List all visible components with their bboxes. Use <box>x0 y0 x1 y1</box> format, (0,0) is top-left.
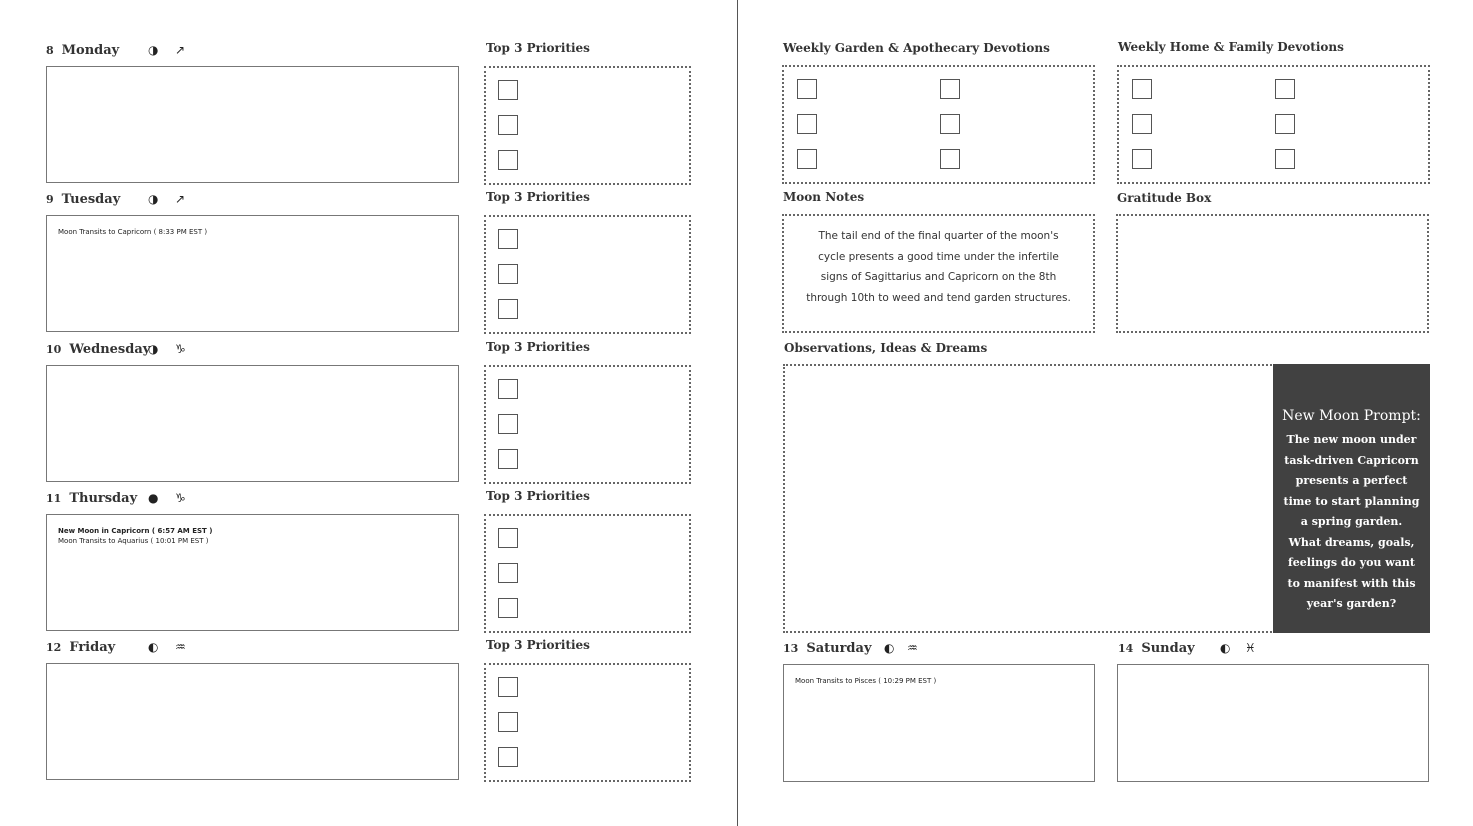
day-box-thursday[interactable] <box>46 514 459 631</box>
transit-note: Moon Transits to Capricorn ( 8:33 PM EST ) <box>58 228 208 236</box>
priority-checkbox[interactable] <box>498 449 518 469</box>
day-box-saturday[interactable] <box>783 664 1095 782</box>
day-number: 8 <box>46 43 54 57</box>
moon-phase-icon: ◑ <box>148 43 159 57</box>
day-name: Monday <box>61 42 120 58</box>
moon-phase-icon: ◐ <box>1220 641 1231 655</box>
moon-notes-box <box>782 214 1095 333</box>
zodiac-icon: ♑ <box>175 491 186 505</box>
priorities-title: Top 3 Priorities <box>486 190 590 204</box>
moon-event-note: New Moon in Capricorn ( 6:57 AM EST ) <box>58 527 213 535</box>
garden-checkbox[interactable] <box>797 149 817 169</box>
priorities-box <box>484 66 691 185</box>
priority-checkbox[interactable] <box>498 677 518 697</box>
zodiac-icon: ↗ <box>175 43 186 57</box>
new-moon-prompt <box>1273 364 1430 633</box>
day-name: Sunday <box>1141 640 1195 656</box>
day-box-friday[interactable] <box>46 663 459 780</box>
priority-checkbox[interactable] <box>498 414 518 434</box>
moon-phase-icon: ◑ <box>148 192 159 206</box>
day-box-wednesday[interactable] <box>46 365 459 482</box>
page-spine <box>737 0 738 826</box>
priority-checkbox[interactable] <box>498 379 518 399</box>
day-number: 11 <box>46 491 62 505</box>
priority-checkbox[interactable] <box>498 229 518 249</box>
home-checkbox[interactable] <box>1132 79 1152 99</box>
priority-checkbox[interactable] <box>498 150 518 170</box>
priorities-box <box>484 663 691 782</box>
day-box-monday[interactable] <box>46 66 459 183</box>
day-header-wednesday <box>46 339 466 359</box>
priority-checkbox[interactable] <box>498 563 518 583</box>
garden-checkbox[interactable] <box>940 114 960 134</box>
garden-checkbox[interactable] <box>940 149 960 169</box>
priority-checkbox[interactable] <box>498 712 518 732</box>
day-number: 14 <box>1118 641 1134 655</box>
moon-phase-icon: ● <box>148 491 159 505</box>
garden-devotions-box <box>782 65 1095 184</box>
priority-checkbox[interactable] <box>498 115 518 135</box>
moon-phase-icon: ◐ <box>148 640 159 654</box>
priorities-box <box>484 365 691 484</box>
zodiac-icon: ♓ <box>1245 641 1256 655</box>
day-header-thursday <box>46 488 466 508</box>
home-checkbox[interactable] <box>1132 149 1152 169</box>
zodiac-icon: ♑ <box>175 342 186 356</box>
zodiac-icon: ↗ <box>175 192 186 206</box>
day-box-sunday[interactable] <box>1117 664 1429 782</box>
day-name: Tuesday <box>61 191 121 207</box>
day-header-tuesday <box>46 189 466 209</box>
zodiac-icon: ♒ <box>175 640 186 654</box>
observations-title: Observations, Ideas & Dreams <box>784 341 988 355</box>
home-checkbox[interactable] <box>1275 149 1295 169</box>
moon-notes-title: Moon Notes <box>783 190 865 204</box>
home-checkbox[interactable] <box>1132 114 1152 134</box>
day-header-friday <box>46 637 466 657</box>
priority-checkbox[interactable] <box>498 299 518 319</box>
priorities-title: Top 3 Priorities <box>486 41 590 55</box>
garden-checkbox[interactable] <box>940 79 960 99</box>
priority-checkbox[interactable] <box>498 80 518 100</box>
home-checkbox[interactable] <box>1275 114 1295 134</box>
day-name: Thursday <box>69 490 138 506</box>
priorities-title: Top 3 Priorities <box>486 340 590 354</box>
moon-phase-icon: ◑ <box>148 342 159 356</box>
priorities-title: Top 3 Priorities <box>486 638 590 652</box>
home-devotions-box <box>1117 65 1430 184</box>
priority-checkbox[interactable] <box>498 264 518 284</box>
home-checkbox[interactable] <box>1275 79 1295 99</box>
moon-phase-icon: ◐ <box>884 641 895 655</box>
zodiac-icon: ♒ <box>907 641 918 655</box>
day-number: 12 <box>46 640 62 654</box>
priority-checkbox[interactable] <box>498 598 518 618</box>
garden-checkbox[interactable] <box>797 114 817 134</box>
day-header-sunday <box>1118 638 1438 658</box>
priority-checkbox[interactable] <box>498 747 518 767</box>
priorities-title: Top 3 Priorities <box>486 489 590 503</box>
day-number: 9 <box>46 192 54 206</box>
garden-devotions-title: Weekly Garden & Apothecary Devotions <box>783 41 1050 55</box>
day-box-tuesday[interactable] <box>46 215 459 332</box>
garden-checkbox[interactable] <box>797 79 817 99</box>
day-name: Saturday <box>806 640 872 656</box>
moon-notes-text: The tail end of the final quarter of the moon's cycle presents a good time under the infertile signs of Sagittarius and Capricorn on the 8th through 10th to weed and tend garden structures. <box>806 230 1071 304</box>
day-name: Friday <box>69 639 116 655</box>
gratitude-title: Gratitude Box <box>1117 191 1212 205</box>
priorities-box <box>484 514 691 633</box>
priorities-box <box>484 215 691 334</box>
day-number: 13 <box>783 641 799 655</box>
priority-checkbox[interactable] <box>498 528 518 548</box>
day-number: 10 <box>46 342 62 356</box>
day-header-monday <box>46 40 466 60</box>
home-devotions-title: Weekly Home & Family Devotions <box>1118 40 1344 54</box>
prompt-title: New Moon Prompt: <box>1282 408 1421 424</box>
transit-note: Moon Transits to Aquarius ( 10:01 PM EST ) <box>58 537 209 545</box>
observations-box[interactable] <box>783 364 1275 633</box>
gratitude-box[interactable] <box>1116 214 1429 333</box>
transit-note: Moon Transits to Pisces ( 10:29 PM EST ) <box>795 677 937 685</box>
day-name: Wednesday <box>69 341 151 357</box>
day-header-saturday <box>783 638 1103 658</box>
prompt-text: The new moon under task-driven Capricorn presents a perfect time to start planning a spring garden. What dreams, goals, feelings do you want to manifest with this year's garden? <box>1283 433 1420 610</box>
